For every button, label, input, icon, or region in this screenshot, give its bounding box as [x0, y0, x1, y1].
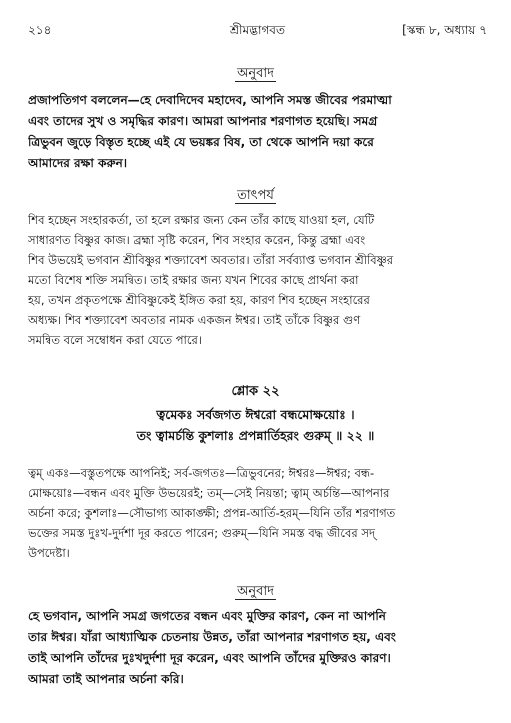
chapter-reference: [স্কন্ধ ৮, অধ্যায় ৭: [402, 23, 487, 37]
verse-text: [0, 404, 511, 446]
text-line: শিব উভয়েই ভগবান শ্রীবিষ্ণুর শক্ত্যাবেশ অবতার। তাঁরা সর্বব্যাপ্ত ভগবান শ্রীবিষ্ণুর: [28, 253, 394, 267]
verse-heading: শ্লোক ২২: [231, 384, 280, 399]
text-line: উপদেষ্টা।: [28, 546, 70, 560]
text-line: ত্রিভুবন জুড়ে বিস্তৃত হচ্ছে এই যে ভয়ঙ্কর বিষ, তা থেকে আপনি দয়া করে: [28, 135, 374, 149]
text-line: হয়, তখন প্রকৃতপক্ষে শ্রীবিষ্ণুকেই ইঙ্গিত করা হয়, কারণ শিব হচ্ছেন সংহারের: [28, 293, 370, 307]
purport-heading: তাৎপর্য: [237, 188, 274, 203]
text-line: এবং তাদের সুখ ও সমৃদ্ধির কারণ। আমরা আপনার শরণাগত হয়েছি। সমগ্র: [28, 114, 378, 128]
text-line: মতো বিশেষ শক্তি সমন্বিত। তাই রক্ষার জন্য যখন শিবের কাছে প্রার্থনা করা: [28, 273, 359, 287]
text-line: ভক্তের সমস্ত দুঃখ-দুর্দশা দূর করতে পারেন; গুরুম্—যিনি সমস্ত বদ্ধ জীবের সদ্: [28, 526, 376, 540]
verse-line: তং ত্বামর্চন্তি কুশলাঃ প্রপন্নার্তিহরং গুরুম্ ॥ ২২ ॥: [136, 428, 375, 443]
text-line: আমরা তাই আপনার অর্চনা করি।: [28, 672, 184, 686]
page-header: [28, 22, 487, 38]
text-line: সমন্বিত বলে সম্বোধন করা যেতে পারে।: [28, 333, 202, 347]
page-number: ২১৪: [28, 23, 52, 37]
text-line: মোক্ষয়োঃ—বন্ধন এবং মুক্তি উভয়েরই; তম্—সেই নিয়ন্তা; ত্বাম্ অর্চন্তি—আপনার: [28, 486, 390, 500]
text-line: হে ভগবান, আপনি সমগ্র জগতের বন্ধন এবং মুক্তির কারণ, কেন না আপনি: [28, 609, 386, 623]
text-line: আমাদের রক্ষা করুন।: [28, 156, 128, 170]
translation-paragraph-2: [28, 606, 488, 690]
text-line: তার ঈশ্বর। যাঁরা আধ্যাত্মিক চেতনায় উন্নত, তাঁরা আপনার শরণাগত হয়, এবং: [28, 630, 396, 644]
text-line: তাই আপনি তাঁদের দুঃখদুর্দশা দূর করেন, এবং আপনি তাঁদের মুক্তিরও কারণ।: [28, 651, 391, 665]
text-line: ত্বম্ একঃ—বস্তুতপক্ষে আপনিই; সর্ব-জগতঃ—ত্রিভুবনের; ঈশ্বরঃ—ঈশ্বর; বন্ধ-: [28, 466, 375, 480]
text-line: সাধারণত বিষ্ণুর কাজ। ব্রহ্মা সৃষ্টি করেন, শিব সংহার করেন, কিন্তু ব্রহ্মা এবং: [28, 233, 366, 247]
book-title: শ্রীমদ্ভাগবত: [229, 23, 285, 37]
verse-line: ত্বমেকঃ সর্বজগত ঈশ্বরো বন্ধমোক্ষয়োঃ ।: [156, 407, 355, 422]
text-line: অধ্যক্ষ। শিব শক্ত্যাবেশ অবতার নামক একজন ঈশ্বর। তাই তাঁকে বিষ্ণুর গুণ: [28, 313, 361, 327]
translation-heading-2: অনুবাদ: [237, 584, 274, 599]
translation-heading: অনুবাদ: [237, 66, 274, 81]
purport-paragraph: [28, 210, 488, 350]
translation-paragraph: [28, 90, 488, 174]
text-line: প্রজাপতিগণ বললেন—হে দেবাদিদেব মহাদেব, আপনি সমস্ত জীবের পরমাত্মা: [28, 93, 392, 107]
text-line: অর্চনা করে; কুশলাঃ—সৌভাগ্য আকাঙ্ক্ষী; প্রপন্ন-আর্তি-হরম্—যিনি তাঁর শরণাগত: [28, 506, 396, 520]
synonyms-paragraph: [28, 463, 488, 563]
text-line: শিব হচ্ছেন সংহারকর্তা, তা হলে রক্ষার জন্য কেন তাঁর কাছে যাওয়া হল, যেটি: [28, 213, 375, 227]
